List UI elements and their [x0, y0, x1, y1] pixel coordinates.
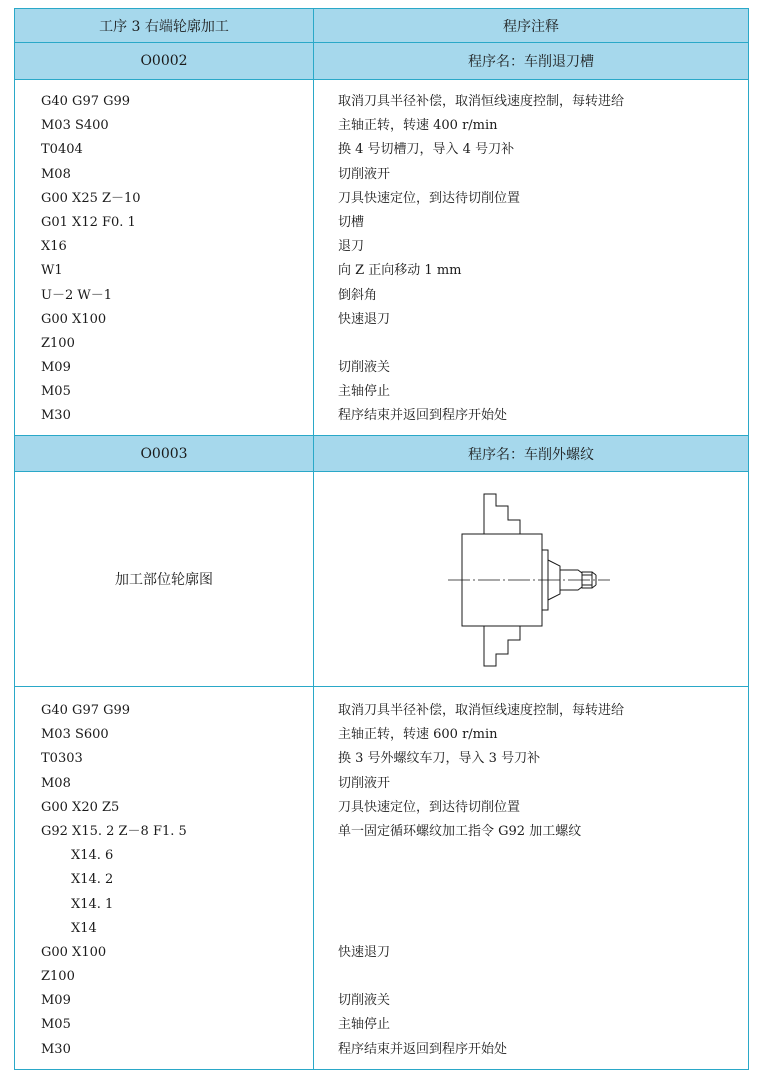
header-comment-text: 程序注释	[503, 18, 559, 35]
comment-line: 刀具快速定位，到达待切削位置	[338, 799, 521, 815]
code-line: M03 S600	[41, 727, 109, 743]
header-comment	[314, 9, 748, 42]
comment-line: 换 3 号外螺纹车刀，导入 3 号刀补	[338, 751, 541, 767]
code-line: M09	[41, 993, 71, 1009]
header-process	[15, 9, 314, 42]
code-line: M08	[41, 166, 71, 182]
code-line: M30	[41, 1041, 71, 1057]
figure-label: 加工部位轮廓图	[115, 572, 213, 588]
code-line: X14. 6	[71, 848, 114, 864]
section2-comment-cell	[314, 687, 748, 1069]
code-line: W1	[41, 263, 63, 279]
code-line: G00 X100	[41, 311, 107, 327]
comment-line: 程序结束并返回到程序开始处	[338, 1041, 508, 1057]
code-line: G92 X15. 2 Z－8 F1. 5	[41, 823, 187, 839]
section2-figure-row	[15, 471, 748, 686]
code-line: M05	[41, 384, 71, 400]
section2-program-name-text: 程序名：车削外螺纹	[468, 446, 594, 463]
section1-program-number	[15, 43, 314, 79]
chuck-jaw-top	[484, 494, 520, 534]
comment-line: 主轴正转，转速 600 r/min	[338, 727, 498, 743]
code-line: U－2 W－1	[41, 287, 112, 303]
code-line: Z100	[41, 335, 75, 351]
code-line: M30	[41, 408, 71, 424]
section1-body-row	[15, 79, 748, 435]
code-line: G00 X100	[41, 944, 107, 960]
comment-line: 切削液开	[338, 166, 391, 182]
code-line: M03 S400	[41, 118, 109, 134]
program-table	[14, 8, 749, 1070]
section1-title-row	[15, 42, 748, 79]
comment-line	[314, 893, 748, 917]
comment-line: 切削液关	[338, 360, 391, 376]
comment-line: 快速退刀	[338, 944, 391, 960]
part-profile-drawing	[444, 480, 614, 680]
code-line: G00 X20 Z5	[41, 799, 120, 815]
table-header-row	[15, 9, 748, 42]
comment-line: 主轴正转，转速 400 r/min	[338, 118, 498, 134]
code-line: G01 X12 F0. 1	[41, 214, 136, 230]
comment-line: 取消刀具半径补偿，取消恒线速度控制，每转进给	[338, 703, 625, 718]
code-line: T0404	[41, 142, 83, 158]
section1-program-number-text: O0002	[140, 53, 188, 69]
section1-program-name-text: 程序名：车削退刀槽	[468, 54, 594, 70]
code-line: X14	[71, 920, 97, 936]
comment-line: 快速退刀	[338, 311, 391, 327]
comment-line: 换 4 号切槽刀，导入 4 号刀补	[338, 142, 515, 158]
comment-line	[314, 332, 748, 356]
comment-line: 取消刀具半径补偿，取消恒线速度控制，每转进给	[338, 94, 625, 109]
figure-label-cell	[15, 472, 314, 686]
section2-body-row	[15, 686, 748, 1069]
comment-line: 切削液关	[338, 993, 391, 1009]
section2-program-number-text: O0003	[140, 445, 188, 462]
comment-line: 主轴停止	[338, 1017, 391, 1033]
code-line: M05	[41, 1017, 71, 1033]
comment-line	[314, 868, 748, 892]
comment-line: 退刀	[338, 239, 365, 255]
chuck-jaw-bottom	[484, 626, 520, 666]
comment-line: 切槽	[338, 214, 365, 230]
comment-line: 倒斜角	[338, 287, 378, 303]
comment-line: 向 Z 正向移动 1 mm	[338, 263, 462, 279]
comment-line	[314, 917, 748, 941]
code-line: X14. 1	[71, 896, 114, 912]
comment-line: 单一固定循环螺纹加工指令 G92 加工螺纹	[338, 823, 582, 839]
comment-line: 程序结束并返回到程序开始处	[338, 408, 508, 424]
code-line: T0303	[41, 751, 83, 767]
code-line: M09	[41, 360, 71, 376]
section2-code-cell	[15, 687, 314, 1069]
code-line: G40 G97 G99	[41, 94, 131, 109]
code-line: X14. 2	[71, 872, 114, 888]
header-process-text: 工序 3 右端轮廓加工	[99, 18, 229, 35]
section1-code-cell	[15, 80, 314, 435]
section1-comment-cell	[314, 80, 748, 435]
comment-line: 主轴停止	[338, 384, 391, 400]
comment-line: 刀具快速定位，到达待切削位置	[338, 190, 521, 206]
code-line: G00 X25 Z－10	[41, 190, 141, 206]
code-line: Z100	[41, 969, 75, 985]
code-line: M08	[41, 775, 71, 791]
figure-cell	[314, 472, 748, 686]
comment-line	[314, 965, 748, 989]
code-line: X16	[41, 239, 67, 255]
comment-line	[314, 844, 748, 868]
section2-title-row	[15, 435, 748, 471]
section1-program-name	[314, 43, 748, 79]
comment-line: 切削液开	[338, 775, 391, 791]
code-line: G40 G97 G99	[41, 703, 131, 718]
section2-program-name	[314, 436, 748, 471]
section2-program-number	[15, 436, 314, 471]
